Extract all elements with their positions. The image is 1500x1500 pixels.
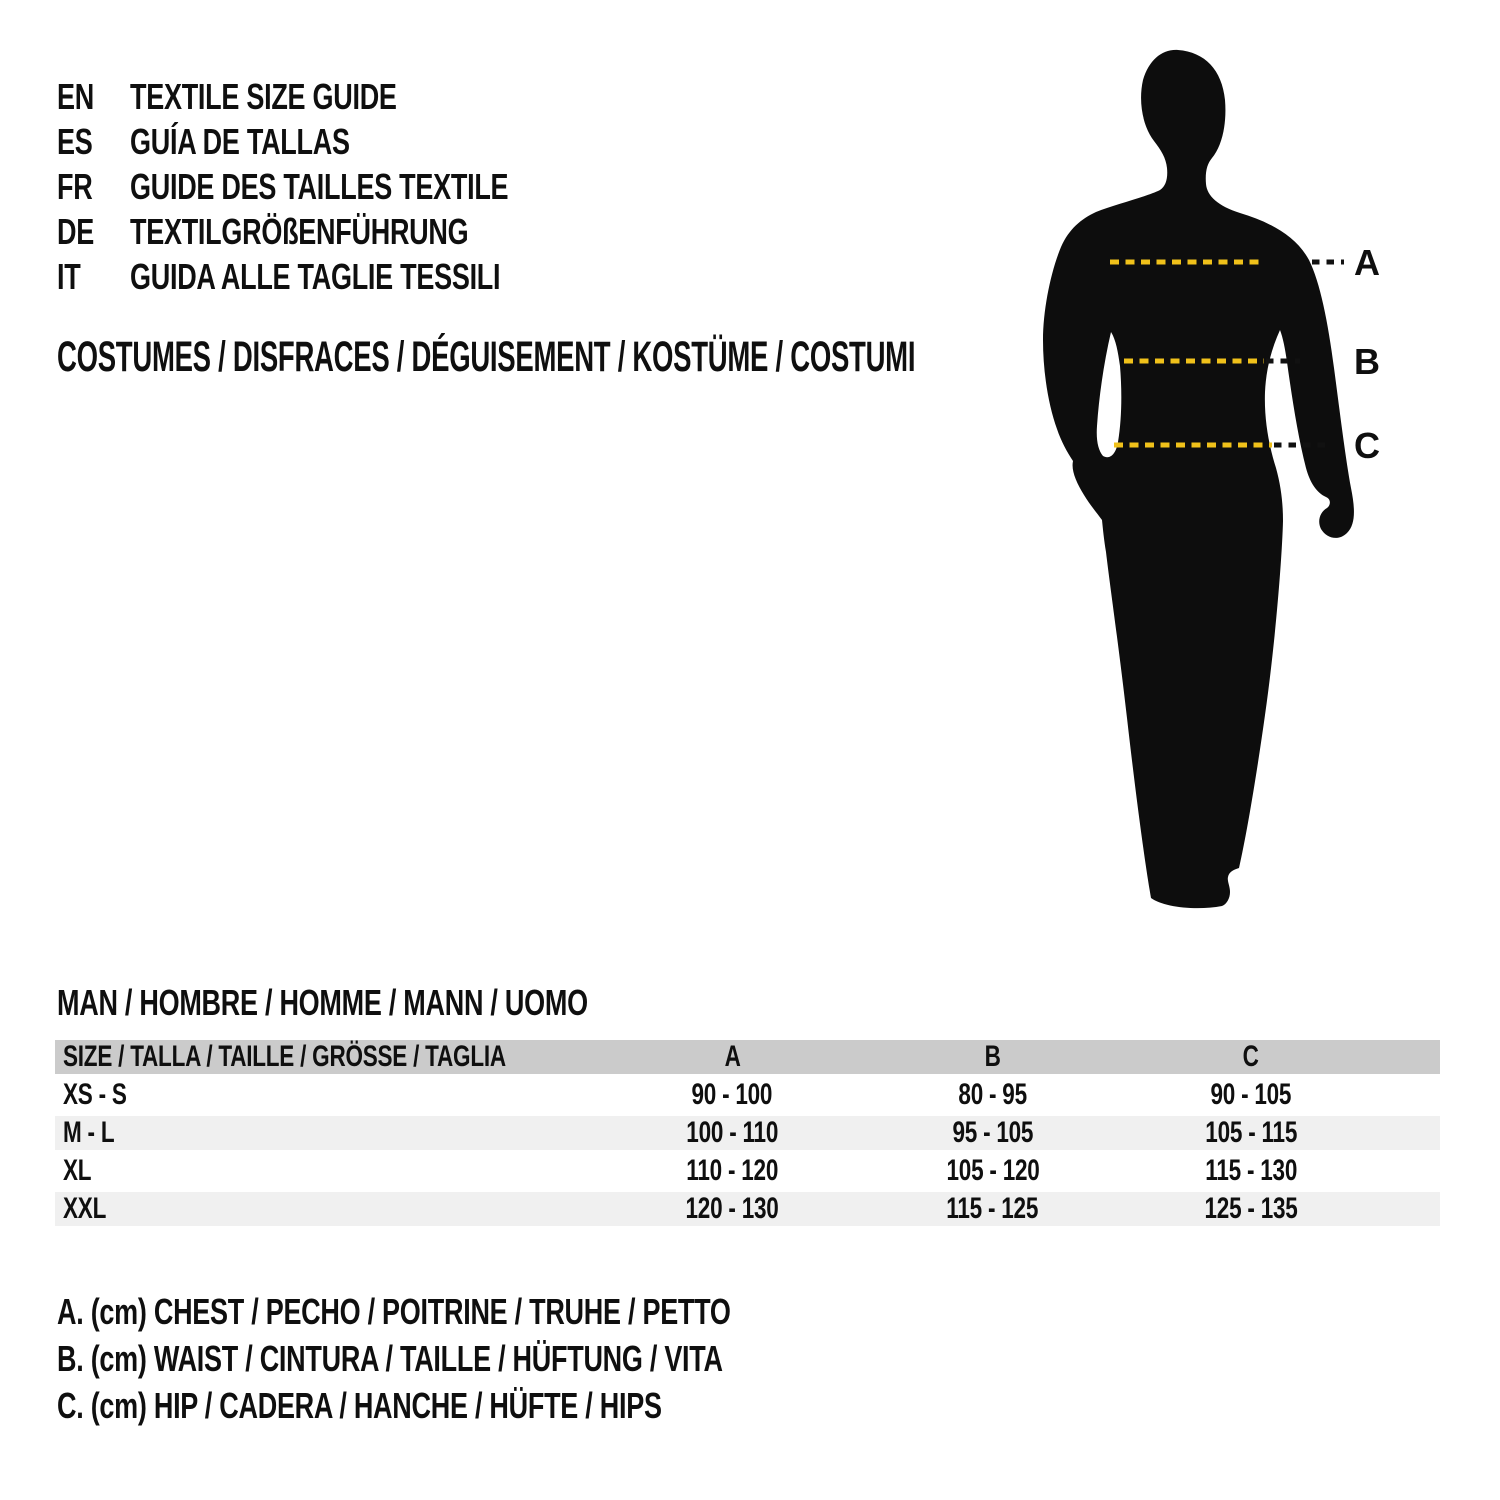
- legend-row-hip: [57, 1382, 955, 1429]
- size-column-header-text: SIZE / TALLA / TAILLE / GRÖSSE / TAGLIA: [63, 1040, 506, 1073]
- spacer-cell: [1379, 1190, 1440, 1228]
- language-row: [57, 164, 634, 209]
- value-a: 90 - 100: [691, 1078, 773, 1111]
- value-a-cell: [602, 1190, 862, 1228]
- size-table: [55, 1040, 1440, 1230]
- guide-title: GUIDA ALLE TAGLIE TESSILI: [130, 255, 501, 297]
- size-column-header: [55, 1040, 602, 1076]
- spacer-cell: [1379, 1040, 1440, 1076]
- value-a: 100 - 110: [686, 1116, 779, 1149]
- language-code: FR: [57, 165, 93, 207]
- column-header-c: [1123, 1040, 1379, 1076]
- value-b-cell: [862, 1152, 1122, 1190]
- value-b-cell: [862, 1190, 1122, 1228]
- size-row-xxl: [55, 1190, 1440, 1228]
- value-b-cell: [862, 1076, 1122, 1114]
- value-a: 120 - 130: [685, 1192, 779, 1225]
- language-code: DE: [57, 210, 94, 252]
- value-c: 90 - 105: [1210, 1078, 1292, 1111]
- man-silhouette-figure: [1030, 40, 1400, 920]
- guide-title: GUIDE DES TAILLES TEXTILE: [130, 165, 509, 207]
- size-label-cell: [55, 1190, 602, 1228]
- value-c: 125 - 135: [1204, 1192, 1298, 1225]
- man-silhouette-svg: [1030, 40, 1400, 920]
- language-code: ES: [57, 120, 93, 162]
- man-silhouette: [1043, 50, 1354, 908]
- language-row: [57, 74, 634, 119]
- value-c-cell: [1123, 1076, 1379, 1114]
- guide-title: TEXTILE SIZE GUIDE: [130, 75, 397, 117]
- value-c-cell: [1123, 1152, 1379, 1190]
- spacer-cell: [1379, 1152, 1440, 1190]
- size-row-m-l: [55, 1114, 1440, 1152]
- value-c-cell: [1123, 1114, 1379, 1152]
- size-label: M - L: [63, 1116, 115, 1149]
- column-header-b-text: B: [984, 1040, 1001, 1073]
- value-a: 110 - 120: [686, 1154, 779, 1187]
- column-header-b: [862, 1040, 1122, 1076]
- guide-title: GUÍA DE TALLAS: [130, 120, 350, 162]
- value-a-cell: [602, 1152, 862, 1190]
- legend-hip-text: C. (cm) HIP / CADERA / HANCHE / HÜFTE / HIPS: [57, 1384, 662, 1426]
- measure-label-c: C: [1354, 425, 1380, 466]
- legend-row-chest: [57, 1288, 955, 1335]
- measure-label-a: A: [1354, 242, 1380, 283]
- value-c-cell: [1123, 1190, 1379, 1228]
- section-heading-man: [57, 980, 765, 1025]
- spacer-cell: [1379, 1114, 1440, 1152]
- value-b: 105 - 120: [946, 1154, 1040, 1187]
- value-a-cell: [602, 1114, 862, 1152]
- size-row-xl: [55, 1152, 1440, 1190]
- language-row: [57, 209, 634, 254]
- language-code: EN: [57, 75, 94, 117]
- value-c: 115 - 130: [1205, 1154, 1297, 1187]
- size-label-cell: [55, 1076, 602, 1114]
- size-label: XS - S: [63, 1078, 127, 1111]
- column-header-a: [602, 1040, 862, 1076]
- value-b: 115 - 125: [946, 1192, 1039, 1225]
- language-row: [57, 119, 634, 164]
- language-row: [57, 254, 634, 299]
- size-table-header-row: [55, 1040, 1440, 1076]
- language-code: IT: [57, 255, 81, 297]
- legend-chest-text: A. (cm) CHEST / PECHO / POITRINE / TRUHE / PETTO: [57, 1290, 731, 1332]
- column-header-a-text: A: [724, 1040, 741, 1073]
- legend-waist-text: B. (cm) WAIST / CINTURA / TAILLE / HÜFTUNG / VITA: [57, 1337, 723, 1379]
- section-heading-text: MAN / HOMBRE / HOMME / MANN / UOMO: [57, 982, 588, 1023]
- column-header-c-text: C: [1242, 1040, 1259, 1073]
- value-a-cell: [602, 1076, 862, 1114]
- value-b: 80 - 95: [958, 1078, 1027, 1111]
- size-row-xs-s: [55, 1076, 1440, 1114]
- category-heading-text: COSTUMES / DISFRACES / DÉGUISEMENT / KOSTÜME / COSTUMI: [57, 333, 916, 381]
- value-b-cell: [862, 1114, 1122, 1152]
- size-label-cell: [55, 1114, 602, 1152]
- guide-title: TEXTILGRÖßENFÜHRUNG: [130, 210, 469, 252]
- language-title-list: [57, 74, 634, 299]
- size-label: XL: [63, 1154, 92, 1187]
- value-b: 95 - 105: [952, 1116, 1034, 1149]
- measurement-legend: [57, 1288, 955, 1429]
- measure-label-b: B: [1354, 341, 1380, 382]
- size-label-cell: [55, 1152, 602, 1190]
- value-c: 105 - 115: [1205, 1116, 1297, 1149]
- size-label: XXL: [63, 1192, 107, 1225]
- legend-row-waist: [57, 1335, 955, 1382]
- spacer-cell: [1379, 1076, 1440, 1114]
